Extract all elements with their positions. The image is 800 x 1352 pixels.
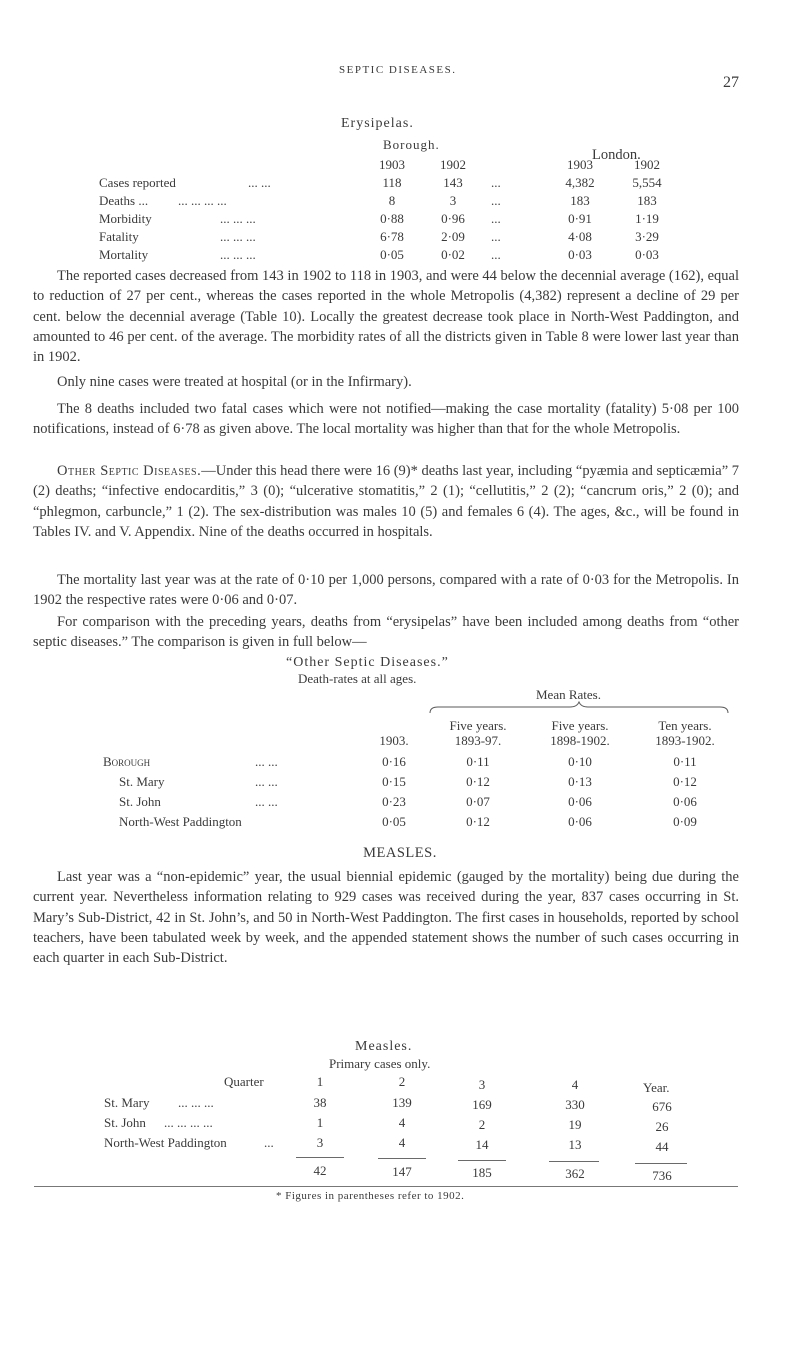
leader-dots: ... ... ... xyxy=(220,211,256,226)
total-rule xyxy=(296,1157,344,1158)
table-cell: 4 xyxy=(398,1115,406,1130)
table-row-label: St. John xyxy=(104,1115,146,1130)
year-header: Year. xyxy=(643,1080,670,1095)
total-rule xyxy=(378,1158,426,1159)
table-cell: 38 xyxy=(313,1095,327,1110)
table-row-label: St. John xyxy=(119,794,161,809)
table-cell: 6·78 xyxy=(380,229,404,244)
table-row-label: North-West Paddington xyxy=(119,814,242,829)
leader-dots: ... xyxy=(491,193,501,208)
total-cell: 42 xyxy=(313,1163,327,1178)
total-cell: 362 xyxy=(565,1166,585,1181)
mean-rates-brace xyxy=(428,701,730,715)
table-cell: 0·11 xyxy=(466,754,490,769)
table-cell: 183 xyxy=(637,193,657,208)
table-cell: 1 xyxy=(316,1115,324,1130)
table-cell: 0·06 xyxy=(568,814,592,829)
leader-dots: ... xyxy=(491,211,501,226)
septic-col-head-line1: Five years. xyxy=(551,718,609,733)
septic-col-head-line1: Ten years. xyxy=(658,718,712,733)
table-cell: 0·10 xyxy=(568,754,592,769)
quarter-label: Quarter xyxy=(224,1074,264,1089)
table-cell: 19 xyxy=(568,1117,582,1132)
table-cell: 0·05 xyxy=(380,247,404,262)
erysipelas-title: Erysipelas. xyxy=(341,116,414,131)
mean-rates-label: Mean Rates. xyxy=(536,687,601,702)
table-cell: 0·23 xyxy=(382,794,406,809)
paragraph-mortality xyxy=(33,570,739,611)
leader-dots: ... ... xyxy=(255,774,278,789)
table-cell: 4,382 xyxy=(565,175,595,190)
table-cell: 8 xyxy=(388,193,396,208)
leader-dots: ... ... ... ... xyxy=(178,193,227,208)
table-cell: 139 xyxy=(392,1095,412,1110)
table-cell: 2·09 xyxy=(441,229,465,244)
section-heading: Other Septic Diseases. xyxy=(57,463,202,479)
footnote-rule xyxy=(34,1186,738,1187)
septic-col-head-line2: 1893-97. xyxy=(454,733,502,748)
paragraph-other-septic xyxy=(33,461,739,542)
table-cell: 3 xyxy=(316,1135,324,1150)
table-cell: 2 xyxy=(478,1117,486,1132)
table-cell: 13 xyxy=(568,1137,582,1152)
table-row-label: Fatality xyxy=(99,229,139,244)
leader-dots: ... xyxy=(491,175,501,190)
table-cell: 0·96 xyxy=(441,211,465,226)
erysipelas-group-borough: Borough. xyxy=(383,137,440,152)
table-cell: 0·88 xyxy=(380,211,404,226)
leader-dots: ... ... xyxy=(248,175,271,190)
table-cell: 0·06 xyxy=(568,794,592,809)
table-cell: 14 xyxy=(475,1137,489,1152)
table-cell: 0·91 xyxy=(568,211,592,226)
leader-dots: ... xyxy=(491,247,501,262)
table-cell: 169 xyxy=(472,1097,492,1112)
page-number: 27 xyxy=(723,74,739,91)
paragraph-erysipelas xyxy=(33,266,739,367)
table-cell: 0·11 xyxy=(673,754,697,769)
measles-heading: MEASLES. xyxy=(363,845,437,861)
table-cell: 0·03 xyxy=(568,247,592,262)
septic-col-head-line2: 1893-1902. xyxy=(655,733,715,748)
total-cell: 147 xyxy=(392,1164,412,1179)
paragraph-hospital xyxy=(33,372,739,392)
table-cell: 0·12 xyxy=(466,814,490,829)
erysipelas-year-borough-1903: 1903 xyxy=(379,157,405,172)
table-cell: 0·16 xyxy=(382,754,406,769)
paragraph-text: The mortality last year was at the rate of 0·10 per 1,000 persons, compared with a rate of 0·03 for the Metropolis. In 1902 the respective rates were 0·06 and 0·07. xyxy=(33,572,739,609)
paragraph-text: The reported cases decreased from 143 in 1902 to 118 in 1903, and were 44 below the decennial average (162), equal to reduction of 27 per cent., whereas the cases reported in the whole Metropolis (4,382) represent a decline of 29 per cent. below the decennial average (Table 10). Locally the greatest decrease took place in North-West Paddington, and amounted to 46 per cent. of the average. The morbidity rates of all the districts given in Table 8 were lower last year than in 1902. xyxy=(33,268,739,366)
septic-table-title: “Other Septic Diseases.” xyxy=(286,655,449,670)
septic-col-1903: 1903. xyxy=(379,733,409,748)
table-row-label: St. Mary xyxy=(119,774,165,789)
table-row-label: Deaths ... xyxy=(99,193,149,208)
table-cell: 3 xyxy=(449,193,457,208)
table-cell: 0·05 xyxy=(382,814,406,829)
table-cell: 0·13 xyxy=(568,774,592,789)
septic-col-head-line2: 1898-1902. xyxy=(550,733,610,748)
total-rule xyxy=(635,1163,687,1164)
leader-dots: ... ... ... xyxy=(178,1095,214,1110)
table-cell: 0·12 xyxy=(466,774,490,789)
total-cell: 185 xyxy=(472,1165,492,1180)
table-cell: 143 xyxy=(443,175,463,190)
paragraph-comparison xyxy=(33,612,739,653)
erysipelas-year-borough-1902: 1902 xyxy=(440,157,466,172)
paragraph-deaths xyxy=(33,399,739,440)
table-cell: 26 xyxy=(655,1119,669,1134)
erysipelas-group-london: London. xyxy=(592,147,641,163)
footnote: * Figures in parentheses refer to 1902. xyxy=(276,1190,465,1202)
leader-dots: ... ... ... xyxy=(220,229,256,244)
paragraph-text: Only nine cases were treated at hospital (or in the Infirmary). xyxy=(57,374,412,390)
table-cell: 5,554 xyxy=(632,175,662,190)
septic-table-subtitle: Death-rates at all ages. xyxy=(298,671,417,686)
table-row-label: Cases reported xyxy=(99,175,176,190)
paragraph-text: The 8 deaths included two fatal cases which were not notified—making the case mortality (fatality) 5·08 per 100 notifications, instead of 6·78 as given above. The local mortality was higher than that for the whole Metropolis. xyxy=(33,401,739,438)
quarter-header: 4 xyxy=(571,1077,579,1092)
measles-table-title: Measles. xyxy=(355,1039,413,1054)
erysipelas-year-london-1903: 1903 xyxy=(567,157,593,172)
paragraph-measles xyxy=(33,867,739,968)
paragraph-text: For comparison with the preceding years, deaths from “erysipelas” have been included among deaths from “other septic diseases.” The comparison is given in full below— xyxy=(33,614,739,651)
leader-dots: ... xyxy=(491,229,501,244)
table-cell: 1·19 xyxy=(635,211,659,226)
paragraph-text: —Under this head there were 16 (9)* deaths last year, including “pyæmia and septicæmia” 7 (2) deaths; “infective endocarditis,” 3 (0); “ulcerative stomatitis,” 2 (1); “cellutitis,” 2 (2); “cancrum oris,” 2 (0); and “phlegmon, carbuncle,” 1 (2). The sex-distribution was males 10 (5) and females 6 (4). The ages, &c., will be found in Tables IV. and V. Appendix. Nine of the deaths occurred in hospitals. xyxy=(33,463,740,540)
table-cell: 3·29 xyxy=(635,229,659,244)
table-cell: 0·06 xyxy=(673,794,697,809)
leader-dots: ... xyxy=(264,1135,274,1150)
table-cell: 0·09 xyxy=(673,814,697,829)
measles-table-subtitle: Primary cases only. xyxy=(329,1056,431,1071)
table-row-label: Morbidity xyxy=(99,211,152,226)
leader-dots: ... ... ... xyxy=(220,247,256,262)
table-cell: 0·12 xyxy=(673,774,697,789)
leader-dots: ... ... xyxy=(255,754,278,769)
total-rule xyxy=(458,1160,506,1161)
table-cell: 330 xyxy=(565,1097,585,1112)
table-cell: 0·07 xyxy=(466,794,490,809)
quarter-header: 3 xyxy=(478,1077,486,1092)
leader-dots: ... ... xyxy=(255,794,278,809)
total-rule xyxy=(549,1161,599,1162)
table-cell: 118 xyxy=(382,175,402,190)
table-row-label: Mortality xyxy=(99,247,149,262)
septic-col-head-line1: Five years. xyxy=(449,718,507,733)
total-cell: 736 xyxy=(652,1168,672,1183)
table-cell: 44 xyxy=(655,1139,669,1154)
table-cell: 0·03 xyxy=(635,247,659,262)
erysipelas-year-london-1902: 1902 xyxy=(634,157,660,172)
table-cell: 0·15 xyxy=(382,774,406,789)
paragraph-text: Last year was a “non-epidemic” year, the usual biennial epidemic (gauged by the mortality) being due during the current year. Nevertheless information relating to 929 cases was received during the year, 837 cases occurring in St. Mary’s Sub-District, 42 in St. John’s, and 50 in North-West Paddington. The first cases in households, reported by school teachers, have been tabulated week by week, and the appended statement shows the number of such cases occurring in each quarter in each Sub-District. xyxy=(33,869,739,967)
table-row-label: Borough xyxy=(103,754,151,769)
table-cell: 4 xyxy=(398,1135,406,1150)
table-cell: 183 xyxy=(570,193,590,208)
table-cell: 4·08 xyxy=(568,229,592,244)
table-row-label: North-West Paddington xyxy=(104,1135,227,1150)
table-row-label: St. Mary xyxy=(104,1095,150,1110)
table-cell: 676 xyxy=(652,1099,672,1114)
quarter-header: 1 xyxy=(316,1074,324,1089)
leader-dots: ... ... ... ... xyxy=(164,1115,213,1130)
running-title: SEPTIC DISEASES. xyxy=(339,64,457,76)
table-cell: 0·02 xyxy=(441,247,465,262)
quarter-header: 2 xyxy=(398,1074,406,1089)
